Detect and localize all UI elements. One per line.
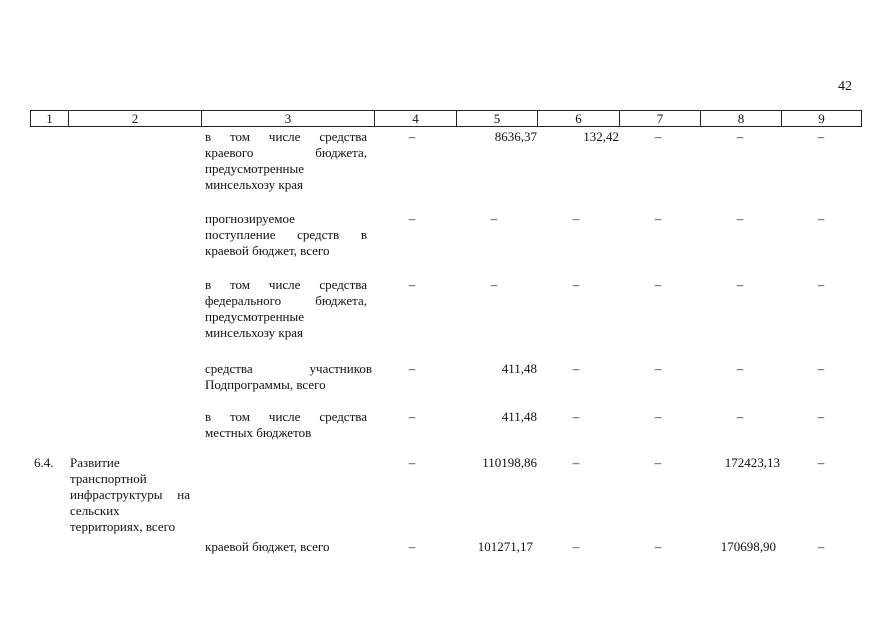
table-row-1-col-8: – xyxy=(736,211,744,226)
table-row-2-col-8: – xyxy=(736,277,744,292)
table-row-2-col-9: – xyxy=(817,277,825,292)
table-row-6-col-7: – xyxy=(654,539,662,554)
table-row-2-col-4: – xyxy=(408,277,416,292)
table-row-5-col-5: 110198,86 xyxy=(482,455,537,470)
table-row-6-col-9: – xyxy=(817,539,825,554)
table-row-3-col-6: – xyxy=(572,361,580,376)
table-row-1-description: прогнозируемое поступление средств в краевой бюджет, всего xyxy=(205,211,367,258)
table-row-6-col-8: 170698,90 xyxy=(720,539,776,554)
table-row-0-col-9: – xyxy=(817,129,825,144)
table-row-4-col-7: – xyxy=(654,409,662,424)
table-row-5-col-4: – xyxy=(408,455,416,470)
table-row-0-col-4: – xyxy=(408,129,416,144)
table-row-2-description: в том числе средства федерального бюджета, предусмотренные минсельхозу края xyxy=(205,277,367,340)
table-row-5-number: 6.4. xyxy=(34,455,54,470)
table-row-5-col-9: – xyxy=(817,455,825,470)
table-row-2-col-7: – xyxy=(654,277,662,292)
table-row-0-col-6: 132,42 xyxy=(583,129,619,144)
table-row-3-col-7: – xyxy=(654,361,662,376)
header-col-3: 3 xyxy=(202,111,375,126)
header-col-4: 4 xyxy=(375,111,457,126)
table-row-3-description: средства участников Подпрограммы, всего xyxy=(205,361,372,392)
table-row-1-col-9: – xyxy=(817,211,825,226)
table-row-5-col-7: – xyxy=(654,455,662,470)
table-row-5-col-6: – xyxy=(572,455,580,470)
table-row-5-title: Развитие транспортной инфраструктуры на сельских территориях, всего xyxy=(70,455,190,534)
header-col-9: 9 xyxy=(818,111,825,126)
table-row-1-col-7: – xyxy=(654,211,662,226)
table-row-6-col-4: – xyxy=(408,539,416,554)
table-row-4-description: в том числе средства местных бюджетов xyxy=(205,409,367,440)
table-row-4-col-9: – xyxy=(817,409,825,424)
header-col-6: 6 xyxy=(538,111,620,126)
page-number: 42 xyxy=(838,79,852,94)
header-col-1: 1 xyxy=(31,111,69,126)
table-row-3-col-9: – xyxy=(817,361,825,376)
table-row-4-col-8: – xyxy=(736,409,744,424)
table-row-0-description: в том числе средства краевого бюджета, предусмотренные минсельхозу края xyxy=(205,129,367,192)
table-row-0-col-5: 8636,37 xyxy=(494,129,537,144)
table-row-1-col-5: – xyxy=(490,211,498,226)
table-row-2-col-6: – xyxy=(572,277,580,292)
table-row-2-col-5: – xyxy=(490,277,498,292)
table-header xyxy=(30,110,862,127)
table-row-4-col-5: 411,48 xyxy=(501,409,537,424)
table-row-3-col-5: 411,48 xyxy=(501,361,537,376)
header-col-7: 7 xyxy=(620,111,701,126)
table-row-3-col-4: – xyxy=(408,361,416,376)
table-row-6-col-6: – xyxy=(572,539,580,554)
header-col-5: 5 xyxy=(457,111,538,126)
table-row-1-col-6: – xyxy=(572,211,580,226)
table-row-5-col-8: 172423,13 xyxy=(724,455,780,470)
table-row-6-col-5: 101271,17 xyxy=(477,539,533,554)
table-row-1-col-4: – xyxy=(408,211,416,226)
header-col-2: 2 xyxy=(69,111,202,126)
table-row-0-col-8: – xyxy=(736,129,744,144)
table-row-3-col-8: – xyxy=(736,361,744,376)
table-row-4-col-6: – xyxy=(572,409,580,424)
header-col-8: 8 xyxy=(701,111,782,126)
table-row-0-col-7: – xyxy=(654,129,662,144)
table-row-6-description: краевой бюджет, всего xyxy=(205,539,330,554)
table-row-4-col-4: – xyxy=(408,409,416,424)
